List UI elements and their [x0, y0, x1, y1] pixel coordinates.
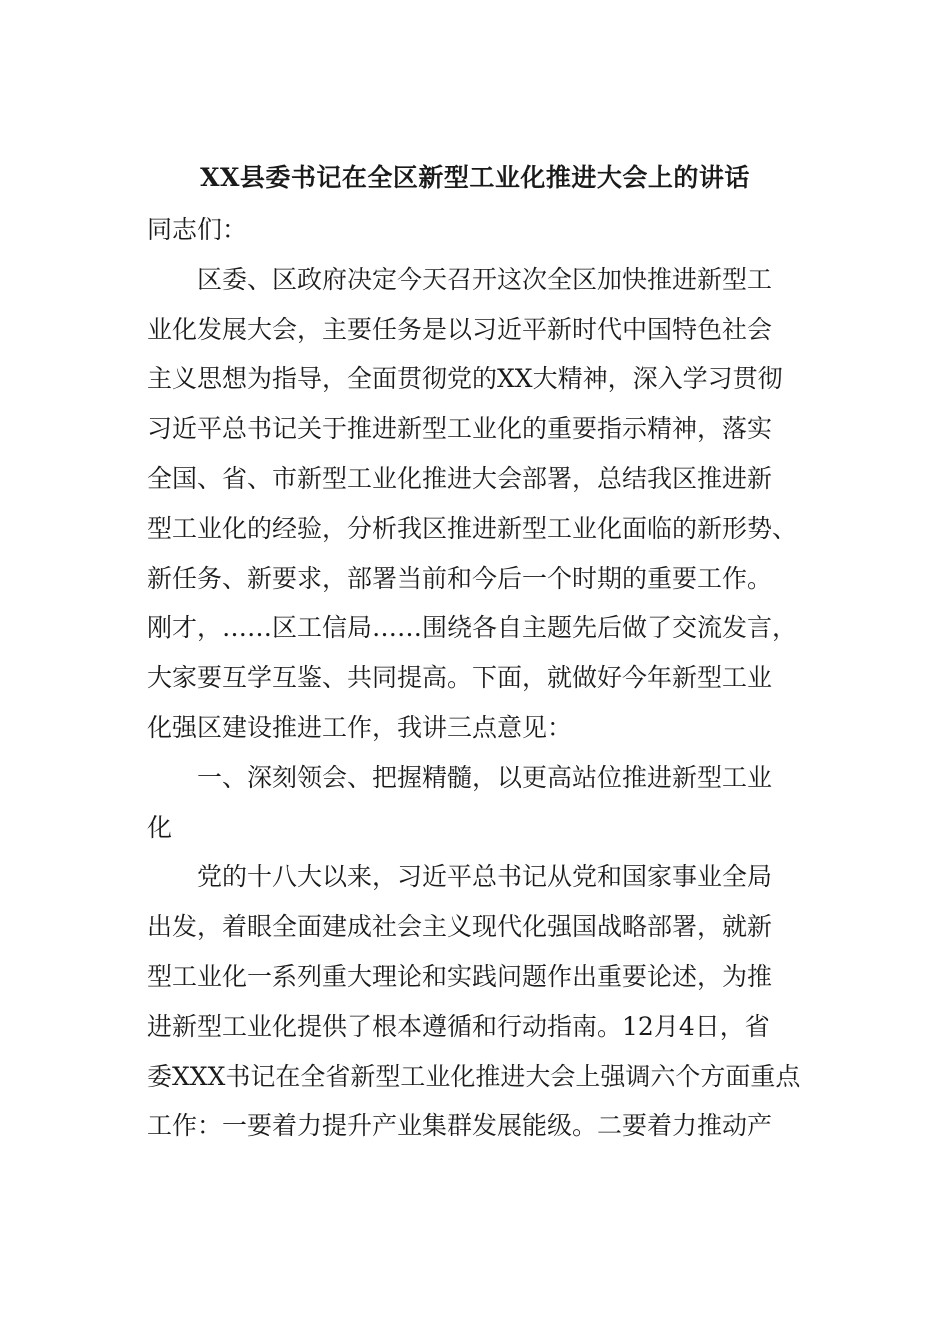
section-heading-line: 一、深刻领会、把握精髓，以更高站位推进新型工业 [197, 762, 773, 792]
paragraph-line: 进新型工业化提供了根本遵循和行动指南。12月4日，省 [147, 1011, 770, 1041]
paragraph-line: 刚才，……区工信局……围绕各自主题先后做了交流发言， [147, 613, 798, 643]
document-body [147, 205, 807, 1151]
paragraph-line: 型工业化的经验，分析我区推进新型工业化面临的新形势、 [147, 513, 798, 543]
paragraph-line: 型工业化一系列重大理论和实践问题作出重要论述，为推 [147, 961, 773, 991]
paragraph-line: 委XXX书记在全省新型工业化推进大会上强调六个方面重点 [147, 1061, 801, 1091]
paragraph-line: 党的十八大以来，习近平总书记从党和国家事业全局 [197, 862, 773, 892]
paragraph-line: 主义思想为指导，全面贯彻党的XX大精神，深入学习贯彻 [147, 364, 783, 394]
section-heading-line: 化 [147, 812, 173, 842]
paragraph-line: 区委、区政府决定今天召开这次全区加快推进新型工 [197, 264, 773, 294]
paragraph-line: 业化发展大会，主要任务是以习近平新时代中国特色社会 [147, 314, 773, 344]
paragraph-line: 新任务、新要求，部署当前和今后一个时期的重要工作。 [147, 563, 773, 593]
paragraph-line: 习近平总书记关于推进新型工业化的重要指示精神，落实 [147, 414, 773, 444]
paragraph-line: 全国、省、市新型工业化推进大会部署，总结我区推进新 [147, 463, 773, 493]
document-title: XX县委书记在全区新型工业化推进大会上的讲话 [200, 163, 750, 192]
paragraph-line: 出发，着眼全面建成社会主义现代化强国战略部署，就新 [147, 912, 773, 942]
paragraph-line: 工作：一要着力提升产业集群发展能级。二要着力推动产 [147, 1111, 773, 1141]
paragraph-line: 化强区建设推进工作，我讲三点意见： [147, 712, 573, 742]
paragraph-line: 大家要互学互鉴、共同提高。下面，就做好今年新型工业 [147, 663, 773, 693]
salutation-line: 同志们： [147, 215, 248, 244]
